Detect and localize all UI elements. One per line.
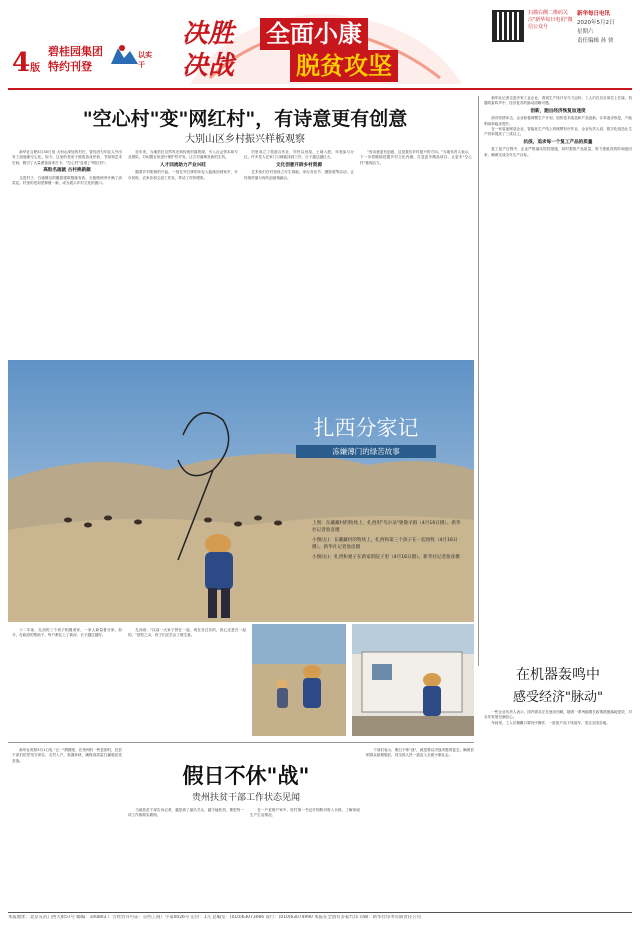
photo-caption-left: 小图(左)：在藏藏村的牧场上，扎西和第三个孩子在一起放牧（4月16日摄）。新华社记者詹彦摄 bbox=[312, 538, 458, 550]
photo-small-left bbox=[252, 624, 346, 736]
page-number bbox=[12, 48, 40, 78]
article2-col-bottom: 一些企业负责人表示，国内需求正在逐步回暖，随着一系列稳增长政策措施落地见效，对全年发展充满信心。 车间里，工人们佩戴口罩有序操作，一批批产品下线装车，发往全国各地。 bbox=[484, 710, 632, 725]
qr-code bbox=[492, 10, 524, 42]
paper-info bbox=[577, 10, 637, 46]
photo-feature bbox=[8, 360, 474, 622]
photo-small-right bbox=[352, 624, 474, 736]
article1-subhead3: 文化创意开辟乡村资源 bbox=[276, 162, 322, 168]
banner bbox=[170, 8, 480, 86]
article1-subhead2: 人才回流助力产业兴旺 bbox=[160, 162, 206, 168]
photo-title: 扎西分家记 bbox=[313, 416, 419, 440]
article1-col1: 新华社合肥4月30日电 大别山深处的村庄，曾经因为年轻人外出务工而逐渐空心化。如今，这里的老房子被改造成民宿、书屋和艺术空间，吸引了大量游客前来打卡，"空心村"变成了"网红村"。 高粒名画就 古村换新颜 走进村子，白墙黛瓦的徽派建筑错落有致，石板路两旁开满了油菜花。村里的老祠堂修缮一新，成为展示乡村文化的窗口。 bbox=[12, 150, 122, 186]
article1-subhead1: 高粒名画就 古村换新颜 bbox=[43, 168, 91, 174]
photo-captions bbox=[312, 520, 462, 561]
issue-date: 2020年5月2日 bbox=[577, 20, 615, 26]
article1-title: "空心村"变"网红村"，有诗意更有创意 bbox=[82, 108, 408, 130]
article3-rule bbox=[8, 742, 474, 743]
article2-subhead2: 抗疫，追求每一个复工产品的质量 bbox=[523, 139, 593, 145]
campaign-logo-text: 以实干 bbox=[138, 51, 152, 69]
article3-title: 假日不休"战" bbox=[182, 763, 310, 788]
footer-text: 本报地址：北京宣武门西大街57号 邮编：100803 广告经营许可证：京西工商广字第0026号 定价：1元 总编室：(010)63073066 发行：(010)63074990 本报在全国有多家代印 印刷：新华社印务有限责任公司 bbox=[8, 915, 421, 920]
photo-small-right-image bbox=[352, 624, 474, 736]
article3-subtitle: 贵州扶贫干部工作状态见闻 bbox=[191, 793, 300, 803]
photo-title-box bbox=[296, 412, 436, 458]
issue-weekday: 星期六 bbox=[577, 29, 594, 35]
banner-red-line2: 决战 bbox=[182, 51, 235, 81]
sponsor-line1: 碧桂园集团 bbox=[48, 45, 103, 58]
photo-caption-right: 小图(右)：扎西和妻子在新家的院子里（4月16日摄）。新华社记者詹彦摄 bbox=[312, 555, 460, 560]
banner-white-line1-box bbox=[260, 18, 368, 50]
article2-subhead1: 创新，跑出经济恢复加速度 bbox=[530, 108, 586, 114]
banner-white-line2-box bbox=[290, 50, 398, 82]
photo-caption-main: 上图：在藏藏村的牧场上，扎西用"乌尔朵"驱散羊群（4月16日摄）。新华社记者詹彦摄 bbox=[312, 521, 461, 533]
banner-white-line1: 全面小康 bbox=[266, 19, 362, 48]
banner-white-line2: 脱贫攻坚 bbox=[296, 51, 392, 80]
sponsor bbox=[48, 44, 108, 74]
campaign-logo bbox=[108, 42, 158, 68]
photo-subtitle: 冻嫌薄门的绿苦故事 bbox=[296, 445, 436, 458]
article2-title: 在机器轰鸣中 bbox=[516, 667, 600, 683]
page-number-unit: 版 bbox=[30, 63, 41, 74]
paper-name: 新华每日电讯 bbox=[577, 11, 611, 17]
article1-col4: "有诗意更有创意，这是我们乡村振兴的方向。"当地负责人表示，下一步将继续挖掘乡村文化内涵，打造更多精品项目，让更多"空心村"重现活力。 bbox=[360, 150, 472, 165]
sponsor-line2: 特约刊登 bbox=[48, 60, 92, 73]
article2-col-top: 新华社记者走进多家工业企业，看到生产线开足马力运转，工人们在各自岗位上忙碌，机器的轰鸣声中，经济复苏的脉动清晰可感。 创新，跑出经济恢复加速度 面对疫情冲击，企业积极调整生产计划，加快技术改造和产品创新，订单逐步恢复，产能利用率稳步提升。 在一家装备制造企业，智能化生产线上机械臂有序作业，企业负责人说，数字化改造让生产效率提高了三成以上。 抗疫，追求每一个复工产品的质量 复工复产过程中，企业严格落实防控措施，同时狠抓产品质量，努力把耽误的时间抢回来，确保完成全年生产目标。 bbox=[484, 96, 632, 157]
masthead-rule bbox=[8, 88, 632, 90]
photo-small-left-image bbox=[252, 624, 346, 736]
article3-col3: 在一户贫困户家中，驻村第一书记仔细核对收入台账，了解家庭生产生活情况。 bbox=[250, 808, 360, 818]
article3-col4: 干部们表示，假日不休"战"，就是要以决战决胜的姿态，确保贫困群众如期脱贫，同全国人民一道迈入全面小康社会。 bbox=[366, 748, 474, 758]
masthead bbox=[0, 0, 640, 92]
photo-story-col2: 扎西说："以前一大家子挤在一起，现在各过各的，但心还是在一起的。"放牧之余，孩子们还学会了做生意。 bbox=[128, 628, 246, 638]
article1-col3: 村里成立了旅游合作社，村民以房屋、土地入股，年底参与分红。许多老人在家门口就能找到工作，日子越过越红火。 文化创意开辟乡村资源 艺术家们在村里设立写生基地，举办音乐节、摄影展等活动，让传统村落与现代创意相融合。 bbox=[244, 150, 354, 180]
page-number-digit: 4 bbox=[12, 48, 31, 78]
article3-col2: 当地扶贫干部告诉记者，越是到了最后关头，越不能松劲，要把每一项工作都做实做细。 bbox=[128, 808, 244, 818]
editor: 责任编辑 孙 侠 bbox=[577, 38, 614, 44]
photo-main-image bbox=[8, 360, 474, 622]
photo-story-col1: 十二年前，扎西的三个孩子相继成家，一家人商量着分家。如今，在政府的帮助下，每户都住上了新房，日子越过越好。 bbox=[12, 628, 122, 638]
article1-subtitle: 大别山区乡村振兴样板观察 bbox=[185, 134, 305, 145]
banner-red-line1: 决胜 bbox=[182, 19, 235, 49]
article2-subtitle: 感受经济"脉动" bbox=[513, 690, 603, 705]
qr-caption: 扫描右侧二维码关注"新华每日电讯"微信公众号 bbox=[528, 10, 573, 30]
footer-rule bbox=[8, 912, 632, 913]
article2-divider bbox=[478, 96, 479, 666]
article1-col2: 近年来，当地依托自然风光和传统村落资源，引入社会资本和专业团队，对闲置农房进行保护性开发，让古村落焕发新的生机。 人才回流助力产业兴旺 随着乡村旅游的兴起，一批在外打拼的年轻人陆续回到家乡，开办民宿、农家乐和文创工作室，带动了村民增收。 bbox=[128, 150, 238, 180]
article3-col1: 新华社贵阳5月1日电 "五一"假期里，在贵州的一些贫困村，扶贫干部们依然坚守岗位，走村入户，查漏补缺，确保高质量打赢脱贫攻坚战。 bbox=[12, 748, 122, 763]
